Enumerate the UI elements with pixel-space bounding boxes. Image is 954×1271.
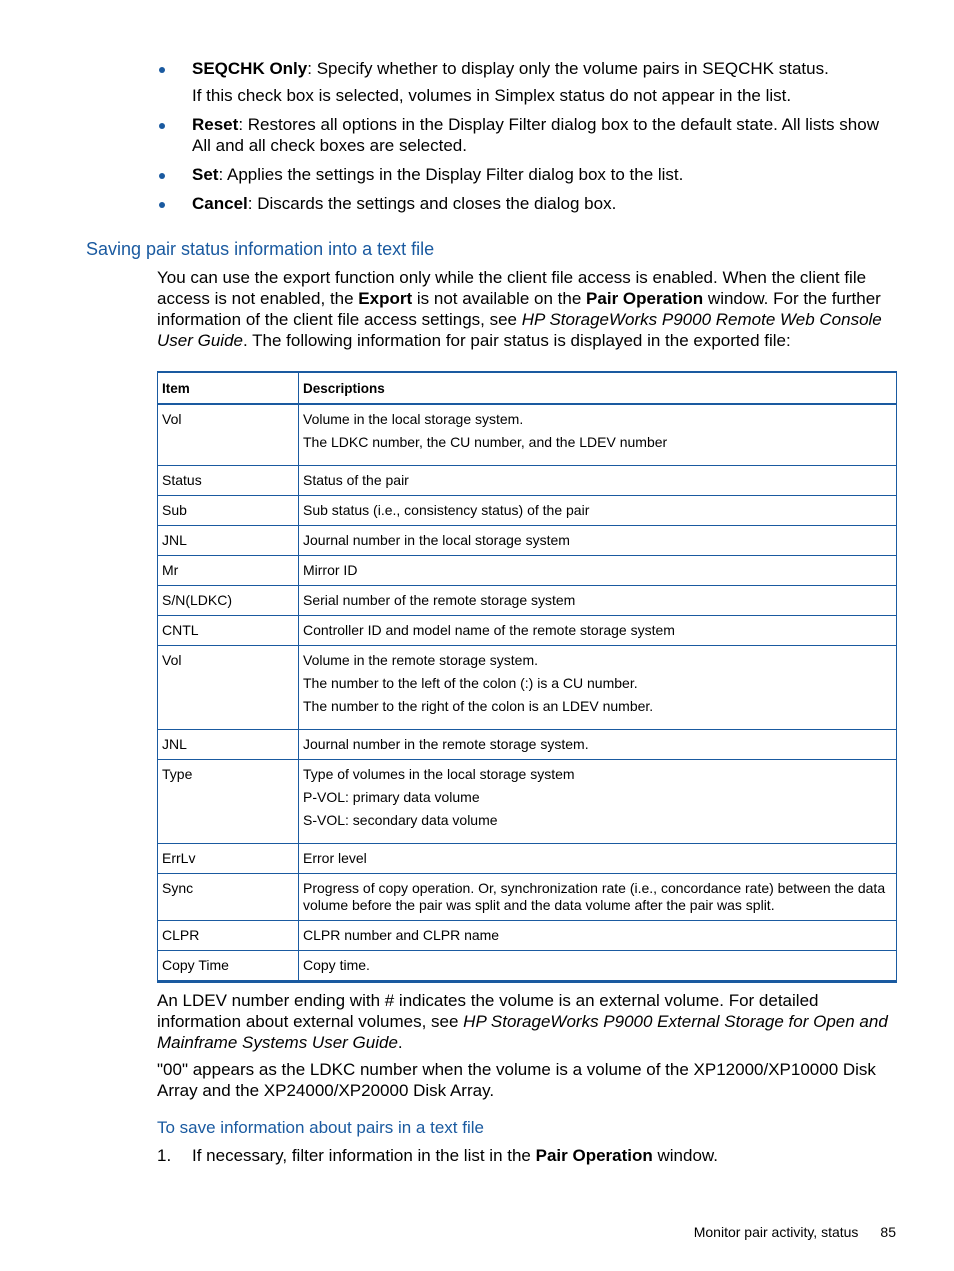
- cell-description: [299, 556, 897, 586]
- pair-operation-term: Pair Operation: [586, 289, 704, 308]
- step-text: If necessary, filter information in the list in the: [192, 1146, 536, 1165]
- cell-item: Sub: [158, 496, 299, 526]
- table-row: [158, 526, 897, 556]
- bullet-text: : Discards the settings and closes the dialog box.: [247, 194, 617, 213]
- column-header-descriptions: Descriptions: [299, 372, 897, 404]
- page-number: 85: [880, 1224, 896, 1240]
- cell-item: Status: [158, 466, 299, 496]
- bullet-term: Set: [192, 165, 219, 184]
- list-item: [157, 193, 897, 214]
- cell-description: [299, 730, 897, 760]
- description-line: Serial number of the remote storage system: [303, 592, 576, 608]
- cell-item: S/N(LDKC): [158, 586, 299, 616]
- description-line: Controller ID and model name of the remote storage system: [303, 622, 675, 638]
- cell-item: Sync: [158, 874, 299, 921]
- table-row: [158, 730, 897, 760]
- external-volume-note: [157, 990, 902, 1053]
- cell-description: [299, 586, 897, 616]
- intro-paragraph: [157, 267, 897, 351]
- description-line: Error level: [303, 850, 367, 866]
- description-line: The number to the left of the colon (:) is a CU number.: [303, 675, 638, 691]
- bullet-text: : Specify whether to display only the volume pairs in SEQCHK status.: [307, 59, 829, 78]
- table-row: [158, 404, 897, 466]
- external-storage-guide-reference: HP StorageWorks P9000 External Storage for Open and Mainframe Systems User Guide: [157, 1012, 888, 1052]
- description-line: S-VOL: secondary data volume: [303, 812, 498, 828]
- ldkc-note: "00" appears as the LDKC number when the volume is a volume of the XP12000/XP10000 Disk Array and the XP24000/XP20000 Disk Array.: [157, 1060, 876, 1100]
- cell-item: JNL: [158, 526, 299, 556]
- table-row: [158, 844, 897, 874]
- cell-item: Vol: [158, 404, 299, 466]
- cell-item: CLPR: [158, 921, 299, 951]
- bullet-extra: If this check box is selected, volumes in Simplex status do not appear in the list.: [192, 86, 792, 105]
- description-line: The number to the right of the colon is an LDEV number.: [303, 698, 654, 714]
- cell-description: [299, 646, 897, 730]
- list-item: [157, 164, 897, 185]
- cell-item: Copy Time: [158, 951, 299, 982]
- note-period: .: [397, 1033, 403, 1052]
- cell-description: [299, 844, 897, 874]
- description-line: Journal number in the local storage system: [303, 532, 570, 548]
- intro-text-3: window. For the further information of the client file access settings, see: [157, 289, 881, 329]
- table-row: [158, 586, 897, 616]
- list-item: [157, 58, 897, 106]
- bullet-text: : Restores all options in the Display Filter dialog box to the default state. All lists show All and all check boxes are selected.: [192, 115, 879, 155]
- table-row: [158, 874, 897, 921]
- cell-item: Type: [158, 760, 299, 844]
- bullet-icon: [159, 173, 165, 179]
- cell-item: CNTL: [158, 616, 299, 646]
- list-item: [157, 114, 897, 156]
- description-line: Journal number in the remote storage system.: [303, 736, 589, 752]
- table-header-row: [158, 372, 897, 404]
- table-row: [158, 760, 897, 844]
- cell-description: [299, 526, 897, 556]
- pair-operation-term: Pair Operation: [535, 1146, 653, 1165]
- description-line: Volume in the remote storage system.: [303, 652, 538, 668]
- bullet-text: : Applies the settings in the Display Filter dialog box to the list.: [218, 165, 684, 184]
- description-line: CLPR number and CLPR name: [303, 927, 500, 943]
- table-row: [158, 556, 897, 586]
- cell-description: [299, 921, 897, 951]
- column-header-item: Item: [158, 372, 299, 404]
- description-line: Status of the pair: [303, 472, 409, 488]
- cell-description: [299, 404, 897, 466]
- cell-description: [299, 496, 897, 526]
- intro-text-1: You can use the export function only while the client file access is enabled. When the client file access is not enabled, the: [157, 268, 867, 308]
- procedure-heading: To save information about pairs in a text file: [157, 1118, 484, 1137]
- cell-description: [299, 874, 897, 921]
- cell-description: [299, 951, 897, 982]
- bullet-icon: [159, 67, 165, 73]
- procedure-step: [157, 1145, 897, 1166]
- description-line: The LDKC number, the CU number, and the LDEV number: [303, 434, 668, 450]
- pair-status-table: [157, 371, 897, 983]
- description-line: Progress of copy operation. Or, synchronization rate (i.e., concordance rate) between the data volume before the pair was split and the data volume after the pair was split.: [303, 880, 886, 913]
- cell-item: Vol: [158, 646, 299, 730]
- description-line: Volume in the local storage system.: [303, 411, 524, 427]
- table-row: [158, 496, 897, 526]
- page-footer: [694, 1223, 896, 1241]
- cell-description: [299, 466, 897, 496]
- description-line: Type of volumes in the local storage system: [303, 766, 575, 782]
- guide-reference: HP StorageWorks P9000 Remote Web Console User Guide: [157, 310, 882, 350]
- table-row: [158, 646, 897, 730]
- export-term: Export: [358, 289, 413, 308]
- bullet-icon: [159, 123, 165, 129]
- bullet-icon: [159, 202, 165, 208]
- table-row: [158, 466, 897, 496]
- bullet-term: Reset: [192, 115, 239, 134]
- table-row: [158, 921, 897, 951]
- description-line: Mirror ID: [303, 562, 358, 578]
- note-text: An LDEV number ending with # indicates the volume is an external volume. For detailed information about external volumes, see: [157, 991, 819, 1031]
- bullet-term: SEQCHK Only: [192, 59, 308, 78]
- cell-item: ErrLv: [158, 844, 299, 874]
- description-line: P-VOL: primary data volume: [303, 789, 480, 805]
- bullet-term: Cancel: [192, 194, 248, 213]
- description-line: Copy time.: [303, 957, 370, 973]
- cell-item: Mr: [158, 556, 299, 586]
- cell-description: [299, 616, 897, 646]
- section-heading: Saving pair status information into a text file: [86, 239, 435, 259]
- intro-text-2: is not available on the: [412, 289, 587, 308]
- footer-label: Monitor pair activity, status: [693, 1224, 859, 1240]
- cell-item: JNL: [158, 730, 299, 760]
- description-line: Sub status (i.e., consistency status) of the pair: [303, 502, 590, 518]
- step-number: 1.: [157, 1146, 172, 1165]
- table-row: [158, 616, 897, 646]
- step-text-end: window.: [652, 1146, 718, 1165]
- intro-text-4: . The following information for pair status is displayed in the exported file:: [242, 331, 791, 350]
- table-body: [158, 404, 897, 982]
- table-row: [158, 951, 897, 982]
- bullet-list: [157, 58, 897, 222]
- cell-description: [299, 760, 897, 844]
